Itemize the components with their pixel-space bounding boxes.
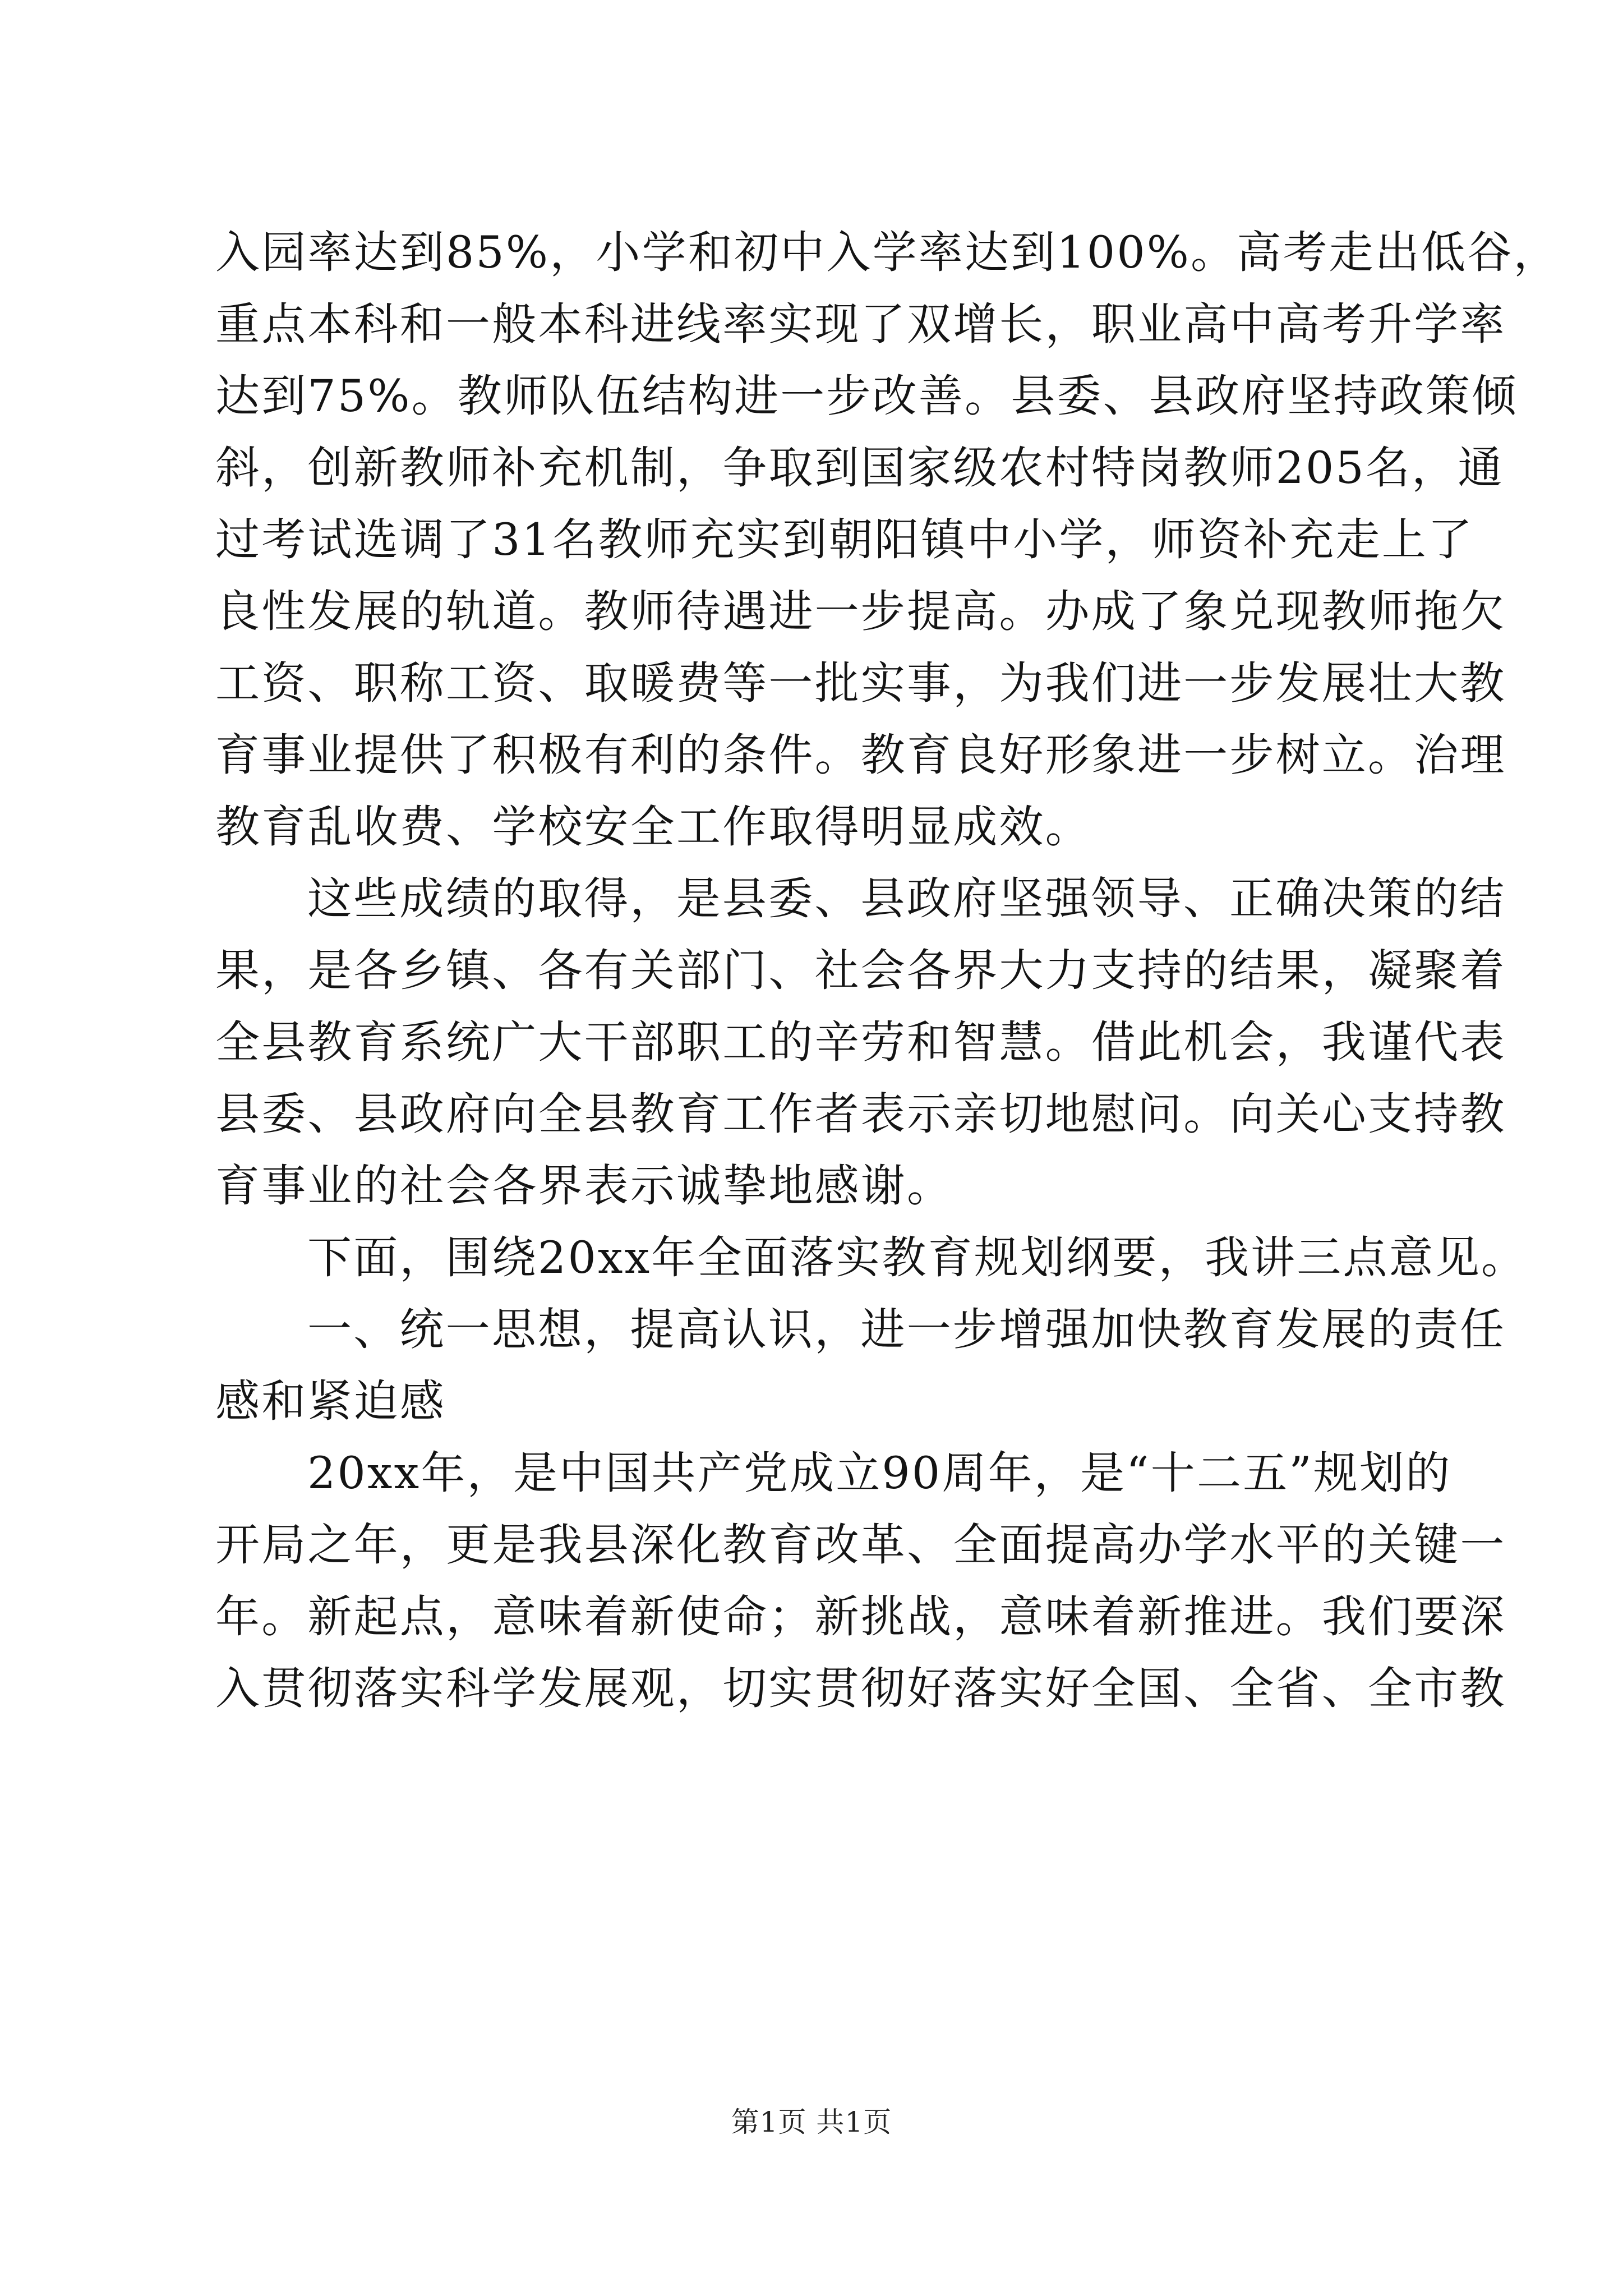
- text-line: 县委、县政府向全县教育工作者表示亲切地慰问。向关心支持教: [215, 1088, 1506, 1140]
- text-line: 育事业的社会各界表示诚挚地感谢。: [215, 1160, 953, 1212]
- paragraph-first-line: 下面，围绕20xx年全面落实教育规划纲要，我讲三点意见。: [307, 1232, 1528, 1283]
- text-line: 开局之年，更是我县深化教育改革、全面提高办学水平的关键一: [215, 1519, 1506, 1571]
- text-line: 斜，创新教师补充机制，争取到国家级农村特岗教师205名，通: [215, 442, 1504, 494]
- text-line: 全县教育系统广大干部职工的辛劳和智慧。借此机会，我谨代表: [215, 1016, 1506, 1068]
- text-line: 过考试选调了31名教师充实到朝阳镇中小学，师资补充走上了: [215, 514, 1474, 565]
- section-heading-line: 一、统一思想，提高认识，进一步增强加快教育发展的责任: [307, 1304, 1506, 1355]
- text-line: 果，是各乡镇、各有关部门、社会各界大力支持的结果，凝聚着: [215, 945, 1506, 996]
- paragraph-first-line: 这些成绩的取得，是县委、县政府坚强领导、正确决策的结: [307, 873, 1506, 924]
- paragraph-first-line: 20xx年，是中国共产党成立90周年，是“十二五”规划的: [307, 1447, 1452, 1499]
- page-number-footer: 第1页 共1页: [731, 2106, 892, 2138]
- text-line: 良性发展的轨道。教师待遇进一步提高。办成了象兑现教师拖欠: [215, 586, 1506, 637]
- text-line: 工资、职称工资、取暖费等一批实事，为我们进一步发展壮大教: [215, 657, 1506, 709]
- text-line: 教育乱收费、学校安全工作取得明显成效。: [215, 801, 1091, 853]
- text-line: 达到75%。教师队伍结构进一步改善。县委、县政府坚持政策倾: [215, 370, 1518, 422]
- text-line: 入园率达到85%，小学和初中入学率达到100%。高考走出低谷，: [215, 227, 1560, 278]
- text-line: 年。新起点，意味着新使命；新挑战，意味着新推进。我们要深: [215, 1591, 1506, 1642]
- section-heading-line: 感和紧迫感: [215, 1375, 446, 1427]
- text-line: 重点本科和一般本科进线率实现了双增长，职业高中高考升学率: [215, 298, 1506, 350]
- text-line: 入贯彻落实科学发展观，切实贯彻好落实好全国、全省、全市教: [215, 1663, 1506, 1714]
- text-line: 育事业提供了积极有利的条件。教育良好形象进一步树立。治理: [215, 729, 1506, 781]
